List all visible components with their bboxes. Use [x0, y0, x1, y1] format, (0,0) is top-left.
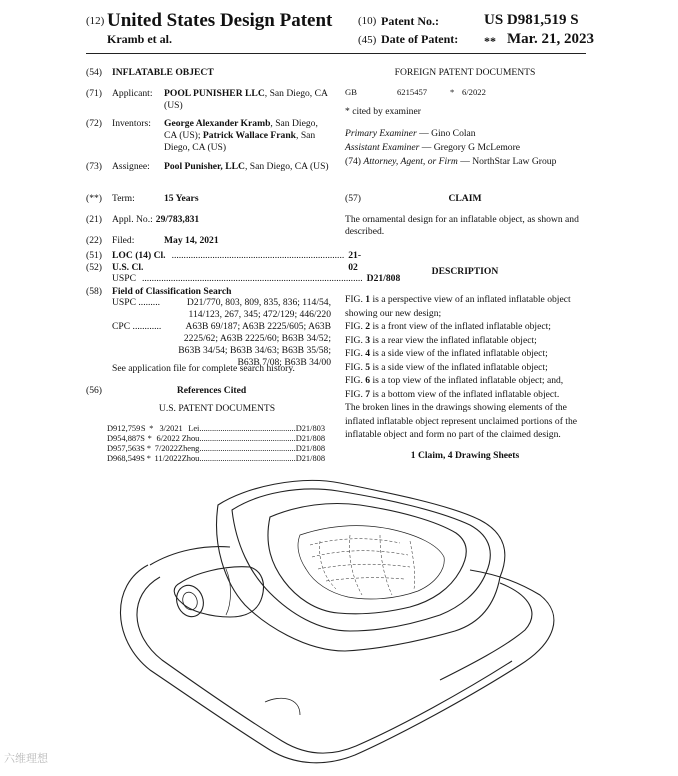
- assistant-examiner: [345, 142, 520, 154]
- uspc-field: USPC ............................................................................................ D21/808: [112, 273, 401, 284]
- reference-kind: S: [140, 424, 146, 433]
- applicant-name: POOL PUNISHER LLC: [164, 88, 265, 99]
- reference-number: D957,563: [107, 444, 141, 453]
- inid-code-74: (74): [345, 156, 364, 167]
- reference-row: D957,563 S * 7/2022 Zheng .............................................. D21/808: [107, 444, 325, 453]
- field-cpc-label-wrap: CPC ............: [112, 321, 162, 332]
- see-application-note: See application file for complete search history.: [112, 363, 295, 374]
- reference-class: D21/808: [295, 434, 325, 443]
- figure-description-text: is a side view of the inflated inflatable object;: [370, 361, 548, 373]
- figure-number: 3: [365, 334, 371, 346]
- applicant-location: , San Diego, CA (US): [164, 88, 328, 111]
- appl-no-value: 29/783,831: [155, 214, 200, 225]
- figure-description: [345, 361, 589, 375]
- figure-description-text: FIG.: [345, 375, 366, 386]
- title-field: [86, 67, 331, 79]
- broken-lines-note: The broken lines in the drawings showing elements of the inflated inflatable object represent unclaimed portions of the inflatable object and form no part of the claimed design.: [345, 402, 578, 440]
- figure-description-text: is a front view of the inflated inflatable object;: [370, 321, 551, 332]
- inventors-short: Kramb et al.: [107, 32, 172, 46]
- appl-no-label: Appl. No.:: [112, 214, 153, 225]
- inid-code-54: (54): [86, 67, 102, 78]
- loc-field: (51) LOC (14) Cl. ........................................................................ 21-02: [86, 250, 362, 273]
- description-body: [345, 293, 589, 442]
- date-of-patent-label: Date of Patent:: [381, 32, 459, 46]
- figure-number: 4: [365, 348, 371, 359]
- appl-no-field: [86, 214, 331, 226]
- figure-description-text: FIG.: [345, 294, 366, 305]
- applicant-field: [86, 88, 331, 112]
- reference-star: *: [149, 424, 154, 433]
- reference-kind: S: [140, 434, 145, 443]
- inventor-1-name: George Alexander Kramb: [164, 118, 271, 129]
- reference-date: 11/2022: [154, 454, 182, 463]
- figure-description-text: is a top view of the inflated inflatable object; and,: [370, 375, 564, 386]
- attorney-label: Attorney, Agent, or Firm: [363, 156, 458, 167]
- attorney-value: — NorthStar Law Group: [457, 156, 557, 167]
- figure-description: [345, 388, 589, 402]
- reference-number: D912,759: [107, 424, 141, 433]
- reference-class: D21/803: [295, 424, 325, 433]
- inflatable-object-drawing: [0, 465, 678, 776]
- primary-examiner-value: — Gino Colan: [416, 128, 476, 139]
- foreign-docs-title: FOREIGN PATENT DOCUMENTS: [394, 67, 536, 78]
- reference-number: D954,887: [107, 434, 141, 443]
- inventors-field: [86, 118, 331, 154]
- reference-row: D968,549 S * 11/2022 Zhou .............................................. D21/808: [107, 454, 325, 463]
- figure-description-text: is a perspective view of an inflated inflatable object showing our new design;: [345, 294, 571, 319]
- chamber-rim: [232, 489, 490, 631]
- chamber-opening: [268, 504, 466, 614]
- base-ring-lower: [137, 577, 512, 753]
- figure-number: 5: [365, 361, 371, 373]
- figure-description-text: FIG.: [345, 348, 366, 359]
- reference-date: 3/2021: [159, 424, 183, 433]
- claim-title: CLAIM: [448, 193, 482, 204]
- inventor-1-location: , San Diego, CA (US);: [164, 118, 318, 141]
- reference-name: Zheng: [177, 444, 200, 453]
- reference-name: Lei: [188, 424, 200, 433]
- figure-number: 2: [365, 321, 371, 332]
- field-uspc-value: D21/770, 803, 809, 835, 836; 114/54, 114/123, 267, 345; 472/129; 446/220: [186, 297, 331, 320]
- figure-description: [345, 293, 589, 320]
- term-value: 15 Years: [164, 193, 199, 204]
- references-cited-title: References Cited: [176, 385, 247, 396]
- field-uspc-label: USPC: [112, 297, 136, 308]
- figure-description: [345, 347, 589, 361]
- reference-kind: S: [140, 444, 145, 453]
- figure-number: 6: [365, 375, 371, 386]
- inid-code-21: (21): [86, 214, 102, 225]
- base-ring-outer: [120, 565, 553, 763]
- figure-description-text: FIG.: [345, 334, 366, 346]
- filed-value: May 14, 2021: [164, 235, 219, 246]
- assistant-examiner-label: Assistant Examiner: [345, 142, 420, 153]
- reference-kind: S: [140, 454, 145, 463]
- claims-summary: 1 Claim, 4 Drawing Sheets: [410, 450, 520, 461]
- reference-class: D21/808: [295, 454, 325, 463]
- assignee-location: , San Diego, CA (US): [244, 161, 329, 172]
- inid-code-10: (10): [358, 15, 377, 27]
- inid-code-58: (58): [86, 286, 102, 297]
- field-of-search-label: Field of Classification Search: [112, 286, 232, 297]
- chamber-outer: [217, 480, 505, 651]
- inid-code-72: (72): [86, 118, 102, 129]
- inid-code-52: (52): [86, 262, 102, 273]
- reference-name: Zhou: [181, 454, 200, 463]
- term-label: Term:: [112, 193, 135, 204]
- reference-star: *: [146, 454, 151, 463]
- assignee-field: [86, 161, 331, 173]
- figure-description: [345, 334, 589, 348]
- reference-number: D968,549: [107, 454, 141, 463]
- loc-value: 21-02: [348, 250, 362, 273]
- reference-row: D912,759 S * 3/2021 Lei .............................................. D21/803: [107, 424, 325, 433]
- inventor-2-name: Patrick Wallace Frank: [202, 129, 297, 141]
- inid-code-22: (22): [86, 235, 102, 246]
- us-patent-docs-title: U.S. PATENT DOCUMENTS: [158, 403, 276, 414]
- term-field: [86, 193, 331, 205]
- inner-floor: [298, 526, 444, 599]
- references-field: [86, 385, 331, 397]
- figure-description-text: is a rear view the inflated inflatable object;: [370, 334, 537, 346]
- primary-examiner: [345, 128, 476, 140]
- figure-description-text: FIG.: [345, 388, 366, 400]
- filed-field: [86, 235, 331, 247]
- header-rule: [86, 53, 586, 54]
- field-cpc-row: [112, 321, 331, 369]
- inid-code-56: (56): [86, 385, 102, 396]
- reference-star: *: [147, 434, 152, 443]
- reference-class: D21/808: [295, 444, 325, 453]
- us-cl-label: U.S. Cl.: [112, 262, 144, 273]
- reference-date: 6/2022: [156, 434, 180, 443]
- patent-type-title: United States Design Patent: [107, 10, 333, 31]
- reference-star: *: [146, 444, 152, 453]
- cited-by-examiner: * cited by examiner: [345, 106, 421, 117]
- foreign-star: *: [450, 87, 455, 97]
- figure-description-text: FIG.: [345, 321, 366, 332]
- foreign-date: 6/2022: [462, 87, 486, 97]
- filed-label: Filed:: [112, 235, 135, 246]
- field-cpc-value: A63B 69/187; A63B 2225/605; A63B 2225/62; A63B 2225/60; B63B 34/52; B63B 34/54; B63B 34/63; B63B 35/58; B63B 7/08; B63B 34/00: [178, 321, 331, 368]
- inid-code-73: (73): [86, 161, 102, 172]
- assignee-name: Pool Punisher, LLC: [164, 161, 245, 172]
- figure-descriptions: [345, 293, 589, 401]
- figure-description: [345, 374, 589, 388]
- date-marker: **: [484, 34, 496, 48]
- reference-date: 7/2022: [154, 444, 178, 453]
- foreign-country: GB: [345, 87, 357, 97]
- patent-number: US D981,519 S: [484, 12, 579, 28]
- inid-code-51: (51): [86, 250, 102, 261]
- figure-description-text: is a bottom view of the inflated inflatable object.: [370, 388, 560, 400]
- reference-name: Zhou: [181, 434, 200, 443]
- assignee-label: Assignee:: [112, 161, 150, 172]
- loc-label: LOC (14) Cl.: [112, 250, 166, 261]
- inid-code-12: (12): [86, 15, 105, 27]
- uspc-label: USPC: [112, 273, 136, 284]
- inid-code-71: (71): [86, 88, 102, 99]
- inventor-2-location: , San Diego, CA (US): [164, 129, 316, 153]
- figure-description-text: FIG.: [345, 361, 366, 373]
- inid-code-term: (**): [86, 193, 102, 204]
- patent-number-label: Patent No.:: [381, 14, 439, 28]
- inid-code-45: (45): [358, 34, 377, 46]
- assistant-examiner-value: — Gregory G McLemore: [419, 142, 521, 153]
- attorney-field: [345, 156, 556, 168]
- invention-title: INFLATABLE OBJECT: [112, 67, 214, 78]
- primary-examiner-label: Primary Examiner: [345, 128, 417, 139]
- figure-description-text: is a side view of the inflated inflatable object;: [370, 348, 548, 359]
- watermark: 六维理想: [4, 752, 48, 765]
- date-of-patent: Mar. 21, 2023: [507, 31, 594, 47]
- figure-number: 1: [365, 294, 371, 305]
- foreign-number: 6215457: [397, 87, 428, 97]
- base-ring-top-edge: [150, 547, 230, 565]
- figure-description: [345, 320, 589, 334]
- applicant-label: Applicant:: [112, 88, 153, 99]
- figure-number: 7: [365, 388, 371, 400]
- reference-row: D954,887 S * 6/2022 Zhou .............................................. D21/808: [107, 434, 325, 443]
- claim-text: The ornamental design for an inflatable object, as shown and described.: [345, 214, 579, 237]
- field-uspc-label-wrap: USPC .........: [112, 297, 160, 308]
- uspc-value: D21/808: [366, 273, 401, 284]
- foreign-doc-row: [345, 87, 585, 98]
- inventors-label: Inventors:: [112, 118, 151, 129]
- field-cpc-label: CPC: [112, 321, 131, 332]
- inid-code-57: (57): [345, 193, 361, 204]
- field-uspc-row: [112, 297, 331, 321]
- description-title: DESCRIPTION: [431, 266, 499, 277]
